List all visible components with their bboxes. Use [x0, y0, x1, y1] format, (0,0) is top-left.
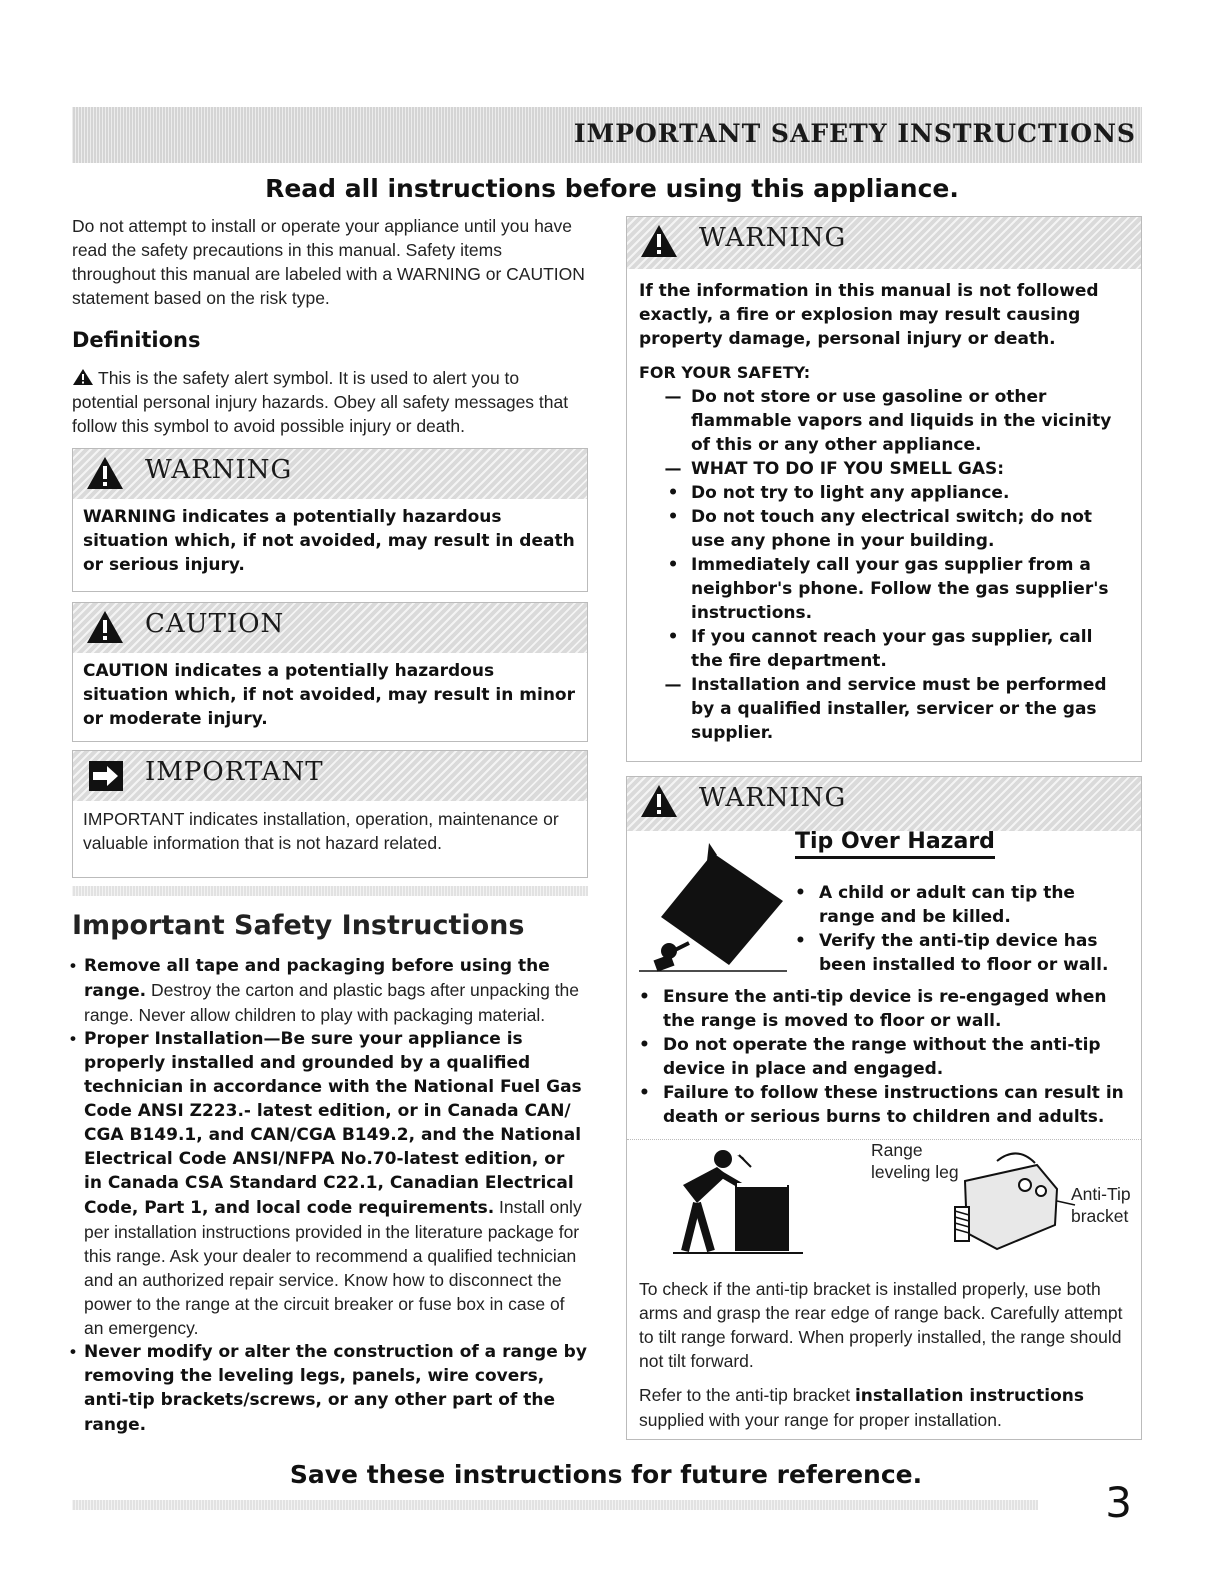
isi-item-text: Install only per installation instructions provided in the literature package for this range. Ask your dealer to recommend a qualified technician and an authorized repair service. Know how to disconnect the power to the range at the circuit breaker or fuse box in case of an emergency.	[84, 1197, 582, 1338]
caution-definition-header	[73, 603, 587, 653]
list-item-text: Ensure the anti-tip device is re-engaged when the range is moved to floor or wall.	[663, 987, 1107, 1031]
warning-definition-text: WARNING indicates a potentially hazardous situation which, if not avoided, may result in death or serious injury.	[83, 507, 575, 575]
list-item	[639, 385, 1129, 457]
banner-title: IMPORTANT SAFETY INSTRUCTIONS	[573, 119, 1136, 148]
isi-item	[72, 954, 588, 1027]
list-item	[639, 673, 1129, 745]
list-item	[639, 457, 1129, 481]
tipping-range-illustration	[633, 839, 793, 975]
refer-suffix: supplied with your range for proper installation.	[639, 1410, 1002, 1430]
list-item-text: Do not store or use gasoline or other flammable vapors and liquids in the vicinity of this or any other appliance.	[691, 387, 1112, 455]
subtitle: Read all instructions before using this appliance.	[265, 174, 959, 203]
important-definition-label: IMPORTANT	[145, 757, 324, 787]
tip-over-subheading: Tip Over Hazard	[795, 829, 995, 859]
bullet-icon: •	[639, 987, 650, 1007]
bullet-icon: •	[70, 1029, 76, 1048]
alert-triangle-icon	[72, 368, 94, 386]
section-banner	[72, 107, 1142, 163]
anti-tip-refer-text	[639, 1383, 1131, 1432]
gas-safety-list	[639, 385, 1129, 745]
list-item-text: Failure to follow these instructions can result in death or serious burns to children and adults.	[663, 1083, 1124, 1127]
gas-warning-header	[627, 217, 1141, 269]
gas-warning-intro: If the information in this manual is not followed exactly, a fire or explosion may result causing property damage, personal injury or death.	[639, 281, 1099, 349]
list-item-text: Verify the anti-tip device has been installed to floor or wall.	[819, 931, 1109, 975]
alert-triangle-icon	[85, 455, 125, 491]
list-item-text: If you cannot reach your gas supplier, call the fire department.	[691, 627, 1093, 671]
alert-triangle-icon	[639, 223, 679, 259]
anti-tip-check-text: To check if the anti-tip bracket is installed properly, use both arms and grasp the rear edge of range back. Carefully attempt to tilt range forward. When properly installed, the range should not tilt forward.	[639, 1279, 1123, 1371]
isi-heading: Important Safety Instructions	[72, 910, 525, 941]
bullet-icon: •	[639, 1035, 650, 1055]
alert-symbol-text: This is the safety alert symbol. It is used to alert you to potential personal injury hazards. Obey all safety messages that follow this symbol to avoid possible injury or death.	[72, 368, 569, 436]
list-item-text: A child or adult can tip the range and be killed.	[819, 883, 1075, 927]
bullet-icon: •	[795, 931, 806, 951]
list-item	[795, 881, 1125, 929]
tip-warning-box	[626, 776, 1142, 1440]
caution-definition-box	[72, 602, 588, 742]
list-marker: —	[664, 675, 682, 695]
for-your-safety-heading: FOR YOUR SAFETY:	[639, 363, 811, 382]
list-marker: •	[667, 483, 679, 503]
bullet-icon: •	[795, 883, 806, 903]
anti-tip-check-illustration	[667, 1145, 807, 1257]
gas-warning-label: WARNING	[699, 223, 847, 253]
list-marker: •	[667, 555, 679, 575]
alert-symbol-paragraph	[72, 366, 587, 438]
warning-definition-label: WARNING	[145, 455, 293, 485]
list-item	[639, 985, 1131, 1033]
list-item-text: Do not operate the range without the anti-tip device in place and engaged.	[663, 1035, 1101, 1079]
warning-definition-header	[73, 449, 587, 499]
isi-item-bold: Proper Installation—Be sure your appliance is properly installed and grounded by a qualified technician in accordance with the National Fuel Gas Code ANSI Z223.- latest edition, or in Canada CAN/ CGA B149.1, and CAN/CGA B149.2, and the National Electrical Code ANSI/NFPA No.70-latest edition, or in Canada CSA Standard C22.1, Canadian Electrical Code, Part 1, and local code requirements.	[84, 1029, 582, 1218]
important-definition-box	[72, 750, 588, 878]
isi-item-text: Destroy the carton and plastic bags after unpacking the range. Never allow children to play with packaging material.	[84, 980, 580, 1025]
list-item	[795, 929, 1125, 977]
list-item	[639, 553, 1129, 625]
range-leveling-leg-label: Range leveling leg	[871, 1140, 959, 1182]
list-item	[639, 481, 1129, 505]
isi-item	[72, 1027, 588, 1340]
list-item-text: WHAT TO DO IF YOU SMELL GAS:	[691, 459, 1005, 479]
alert-triangle-icon	[85, 609, 125, 645]
isi-item-bold: Remove all tape and packaging before using the range.	[84, 956, 550, 1001]
list-marker: —	[664, 387, 682, 407]
list-item-text: Do not try to light any appliance.	[691, 483, 1010, 503]
tip-warning-label: WARNING	[699, 783, 847, 813]
list-marker: —	[664, 459, 682, 479]
intro-paragraph: Do not attempt to install or operate your appliance until you have read the safety precautions in this manual. Safety items throughout this manual are labeled with a WARNING or CAUTION statement based on the risk type.	[72, 216, 585, 308]
tip-warning-header	[627, 777, 1141, 831]
isi-item-bold: Never modify or alter the construction of a range by removing the leveling legs, panels, wire covers, anti-tip brackets/screws, or any other part of the range.	[84, 1342, 587, 1435]
caution-definition-text: CAUTION indicates a potentially hazardous situation which, if not avoided, may result in minor or moderate injury.	[83, 661, 575, 729]
important-arrow-icon	[85, 757, 125, 793]
important-definition-header	[73, 751, 587, 801]
important-definition-text: IMPORTANT indicates installation, operation, maintenance or valuable information that is not hazard related.	[83, 809, 559, 853]
list-item-text: Immediately call your gas supplier from a neighbor's phone. Follow the gas supplier's instructions.	[691, 555, 1109, 623]
gas-warning-body	[627, 269, 1141, 745]
definitions-heading: Definitions	[72, 328, 201, 352]
bullet-icon: •	[639, 1083, 650, 1103]
alert-triangle-icon	[639, 783, 679, 819]
tip-side-bullets	[795, 881, 1125, 977]
gas-warning-box	[626, 216, 1142, 762]
list-item	[639, 505, 1129, 553]
bullet-icon: •	[70, 1342, 76, 1361]
refer-bold: installation instructions	[854, 1386, 1084, 1406]
bullet-icon: •	[70, 956, 76, 975]
tip-bullets	[639, 985, 1131, 1129]
list-item-text: Installation and service must be performed by a qualified installer, servicer or the gas supplier.	[691, 675, 1107, 743]
isi-item	[72, 1340, 588, 1437]
caution-definition-label: CAUTION	[145, 609, 285, 639]
section-divider	[72, 886, 588, 896]
isi-list	[72, 954, 588, 1437]
page-number: 3	[1105, 1478, 1132, 1527]
list-marker: •	[667, 627, 679, 647]
refer-prefix: Refer to the anti-tip bracket	[639, 1385, 855, 1405]
list-item-text: Do not touch any electrical switch; do not use any phone in your building.	[691, 507, 1093, 551]
save-instructions: Save these instructions for future reference.	[289, 1460, 923, 1489]
list-item	[639, 625, 1129, 673]
warning-definition-box	[72, 448, 588, 592]
list-marker: •	[667, 507, 679, 527]
list-item	[639, 1081, 1131, 1129]
list-item	[639, 1033, 1131, 1081]
footer-divider	[72, 1500, 1038, 1510]
anti-tip-bracket-label: Anti-Tip bracket	[1071, 1184, 1131, 1226]
